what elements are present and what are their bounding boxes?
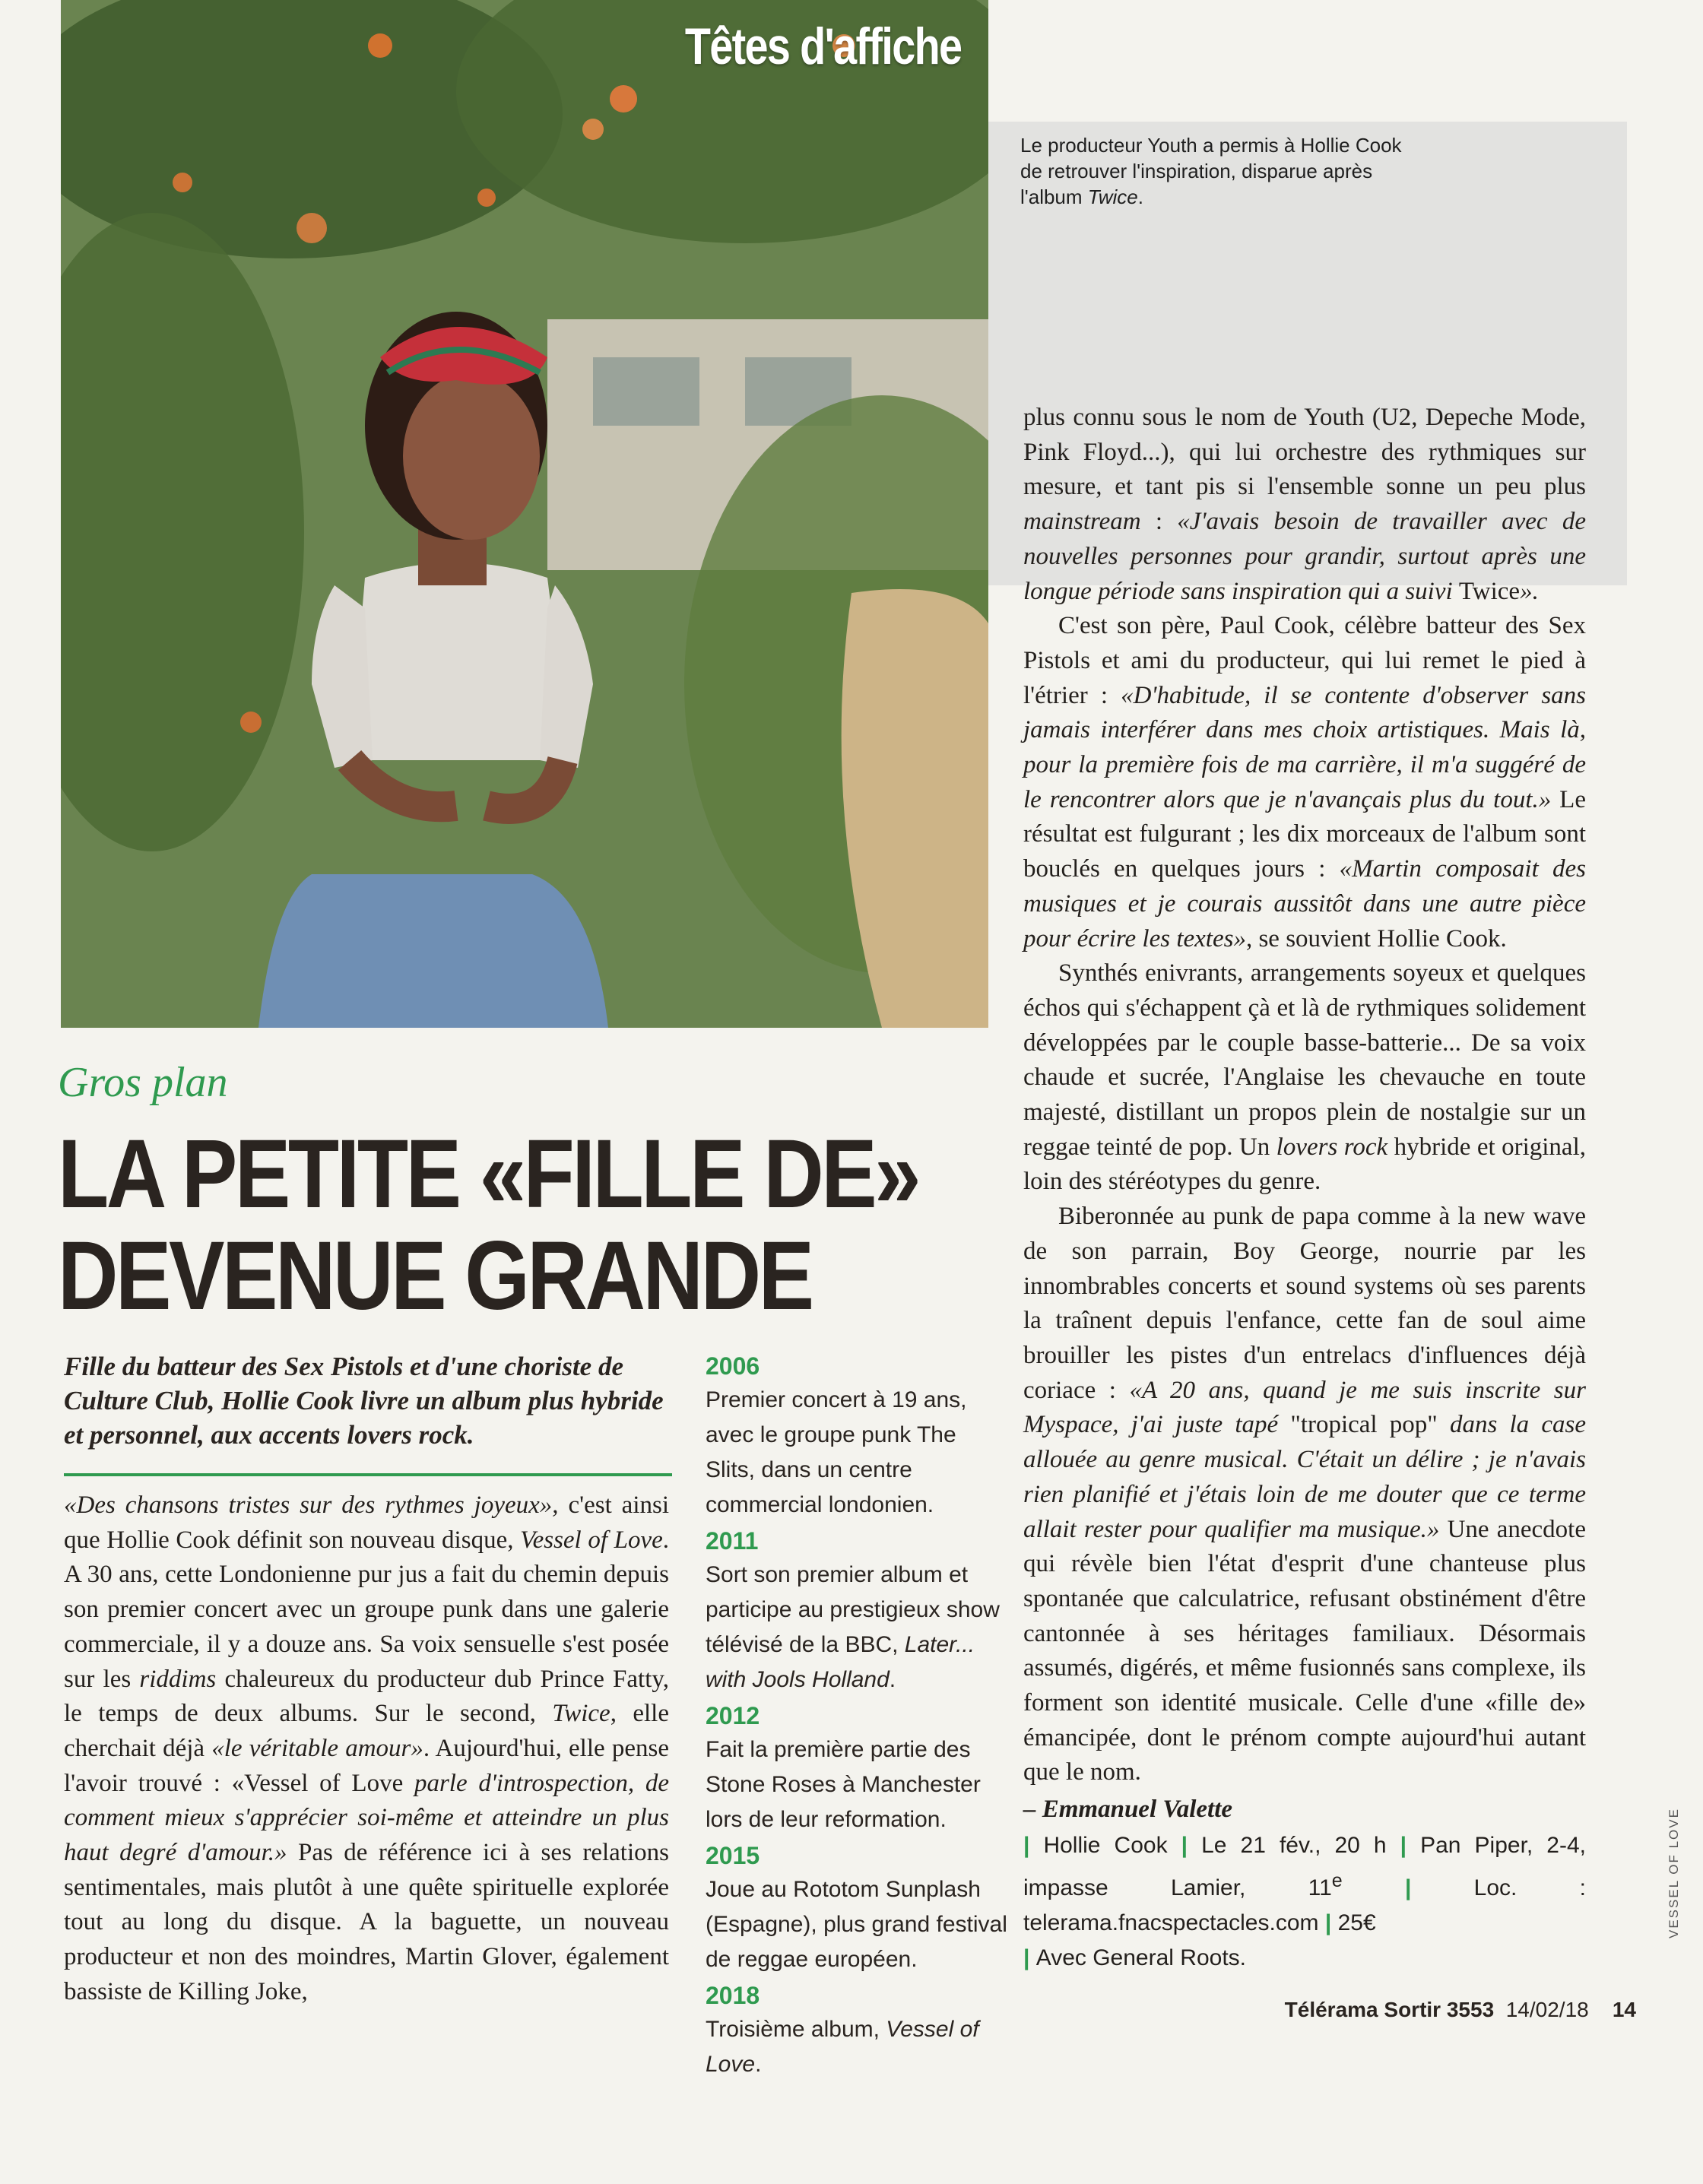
timeline-text: Sort son premier album et participe au prestigieux show télévisé de la BBC, Later... with Jools Holland. xyxy=(706,1562,1000,1692)
headline-line-1: LA PETITE «FILLE DE» xyxy=(58,1120,919,1228)
article-column-left: «Des chansons tristes sur des rythmes joyeux», c'est ainsi que Hollie Cook définit son nouveau disque, Vessel of Love. A 30 ans, cette Londonienne pur jus a fait du chemin depuis son premier concert avec un groupe punk dans une galerie commerciale, il y a douze ans. Sa voix sensuelle s'est posée sur les riddims chaleureux du producteur dub Prince Fatty, le temps de deux albums. Sur le second, Twice, elle cherchait déjà «le véritable amour». Aujourd'hui, elle pense l'avoir trouvé : «Vessel of Love parle d'introspection, de comment mieux s'apprécier soi-même et atteindre un plus haut degré d'amour.» Pas de référence ici à ses relations sentimentales, mais plutôt à une quête spirituelle explorée tout au long du disque. A la baguette, un nouveau producteur et non des moindres, Martin Glover, également bassiste de Killing Joke, xyxy=(64,1491,670,2005)
event-date: Le 21 fév., 20 h xyxy=(1201,1833,1387,1859)
paragraph: C'est son père, Paul Cook, célèbre batteur des Sex Pistols et ami du producteur, qui lui remet le pied à l'étrier : «D'habitude, il se contente d'observer sans jamais interférer dans mes choix artistiques. Mais là, pour la première fois de ma carrière, il m'a suggéré de le rencontrer alors que je n'avançais plus du tout.» Le résultat est fulgurant ; les dix morceaux de l'album sont bouclés en quelques jours : «Martin composait des musiques et je courais aussitôt dans une autre pièce pour écrire les textes», se souvient Hollie Cook. xyxy=(1023,612,1586,953)
event-info: | Hollie Cook | Le 21 fév., 20 h | Pan Piper, 2-4, impasse Lamier, 11e | Loc. : telerama.fnacspectacles.com | 25€ | Avec General Roots. xyxy=(1023,1833,1586,1971)
kicker: Gros plan xyxy=(58,1059,228,1106)
article-column-right xyxy=(1023,401,1586,1976)
intro: Fille du batteur des Sex Pistols et d'une choriste de Culture Club, Hollie Cook livre un album plus hybride et personnel, aux accents lovers rock. xyxy=(64,1352,664,1450)
page-number: 14 xyxy=(1612,1998,1636,2021)
hero-photo xyxy=(61,0,988,1028)
timeline-year: 2011 xyxy=(706,1527,759,1555)
photo-caption: Le producteur Youth a permis à Hollie Cook de retrouver l'inspiration, disparue après l'album Twice. xyxy=(1020,134,1402,208)
timeline-year: 2006 xyxy=(706,1352,760,1380)
event-support: Avec General Roots. xyxy=(1035,1945,1246,1971)
paragraph: Synthés enivrants, arrangements soyeux et quelques échos qui s'échappent çà et là de rythmiques solidement développées par le couple basse-batterie... De sa voix chaude et sucrée, l'Anglaise les chevauche en toute majesté, distillant un propos plein de nostalgie sur un reggae teinté de pop. Un lovers rock hybride et original, loin des stéréotypes du genre. xyxy=(1023,959,1586,1196)
timeline-year: 2012 xyxy=(706,1702,760,1729)
timeline-year: 2015 xyxy=(706,1842,760,1869)
event-booking: Loc. : telerama.fnacspectacles.com xyxy=(1023,1875,1586,1936)
timeline-text: Troisième album, Vessel of Love. xyxy=(706,2017,979,2077)
magazine-name: Télérama Sortir 3553 xyxy=(1284,1998,1495,2021)
headline-line-2: DEVENUE GRANDE xyxy=(58,1222,812,1330)
paragraph: plus connu sous le nom de Youth (U2, Depeche Mode, Pink Floyd...), qui lui orchestre des rythmiques sur mesure, et tant pis si l'ensemble sonne un peu plus mainstream : «J'avais besoin de travailler avec de nouvelles personnes pour grandir, surtout après une longue période sans inspiration qui a suivi Twice». xyxy=(1023,404,1586,605)
headline xyxy=(58,1120,919,1330)
paragraph: Biberonnée au punk de papa comme à la new wave de son parrain, Boy George, nourrie par les innombrables concerts et sound systems où ses parents la traînent depuis l'enfance, cette fan de soul aime brouiller les pistes d'un entrelacs d'influences déjà coriace : «A 20 ans, quand je me suis inscrite sur Myspace, j'ai juste tapé "tropical pop" dans la case allouée au genre musical. C'était un délire ; je n'avais rien planifié et j'étais loin de me douter que ce terme allait rester pour qualifier ma musique.» Une anecdote qui révèle bien l'état d'esprit d'une chanteuse plus spontanée que calculatrice, refusant obstinément d'être cantonnée à ses héritages familiaux. Désormais assumés, digérés, et même fusionnés sans complexe, ils forment son identité musicale. Celle d'une «fille de» émancipée, dont le prénom compte aujourd'hui autant que le nom. xyxy=(1023,1203,1587,1786)
timeline-text: Premier concert à 19 ans, avec le groupe punk The Slits, dans un centre commercial londonien. xyxy=(706,1387,967,1517)
photo-illustration xyxy=(61,0,988,1028)
timeline-text: Fait la première partie des Stone Roses à Manchester lors de leur reformation. xyxy=(706,1737,981,1832)
event-artist: Hollie Cook xyxy=(1043,1833,1168,1859)
intro-rule xyxy=(64,1473,672,1476)
section-tag: Têtes d'affiche xyxy=(684,17,961,75)
side-label: VESSEL OF LOVE xyxy=(1667,1808,1681,1938)
timeline-text: Joue au Rototom Sunplash (Espagne), plus grand festival de reggae européen. xyxy=(706,1877,1007,1972)
timeline-year: 2018 xyxy=(706,1982,760,2009)
page-footer xyxy=(1285,1998,1636,2022)
event-venue: Pan Piper, 2-4, impasse Lamier, 11 xyxy=(1023,1833,1586,1901)
timeline xyxy=(706,1349,1010,2084)
byline: – Emmanuel Valette xyxy=(1023,1796,1233,1824)
issue-date: 14/02/18 xyxy=(1505,1998,1589,2021)
event-price: 25€ xyxy=(1337,1910,1376,1936)
